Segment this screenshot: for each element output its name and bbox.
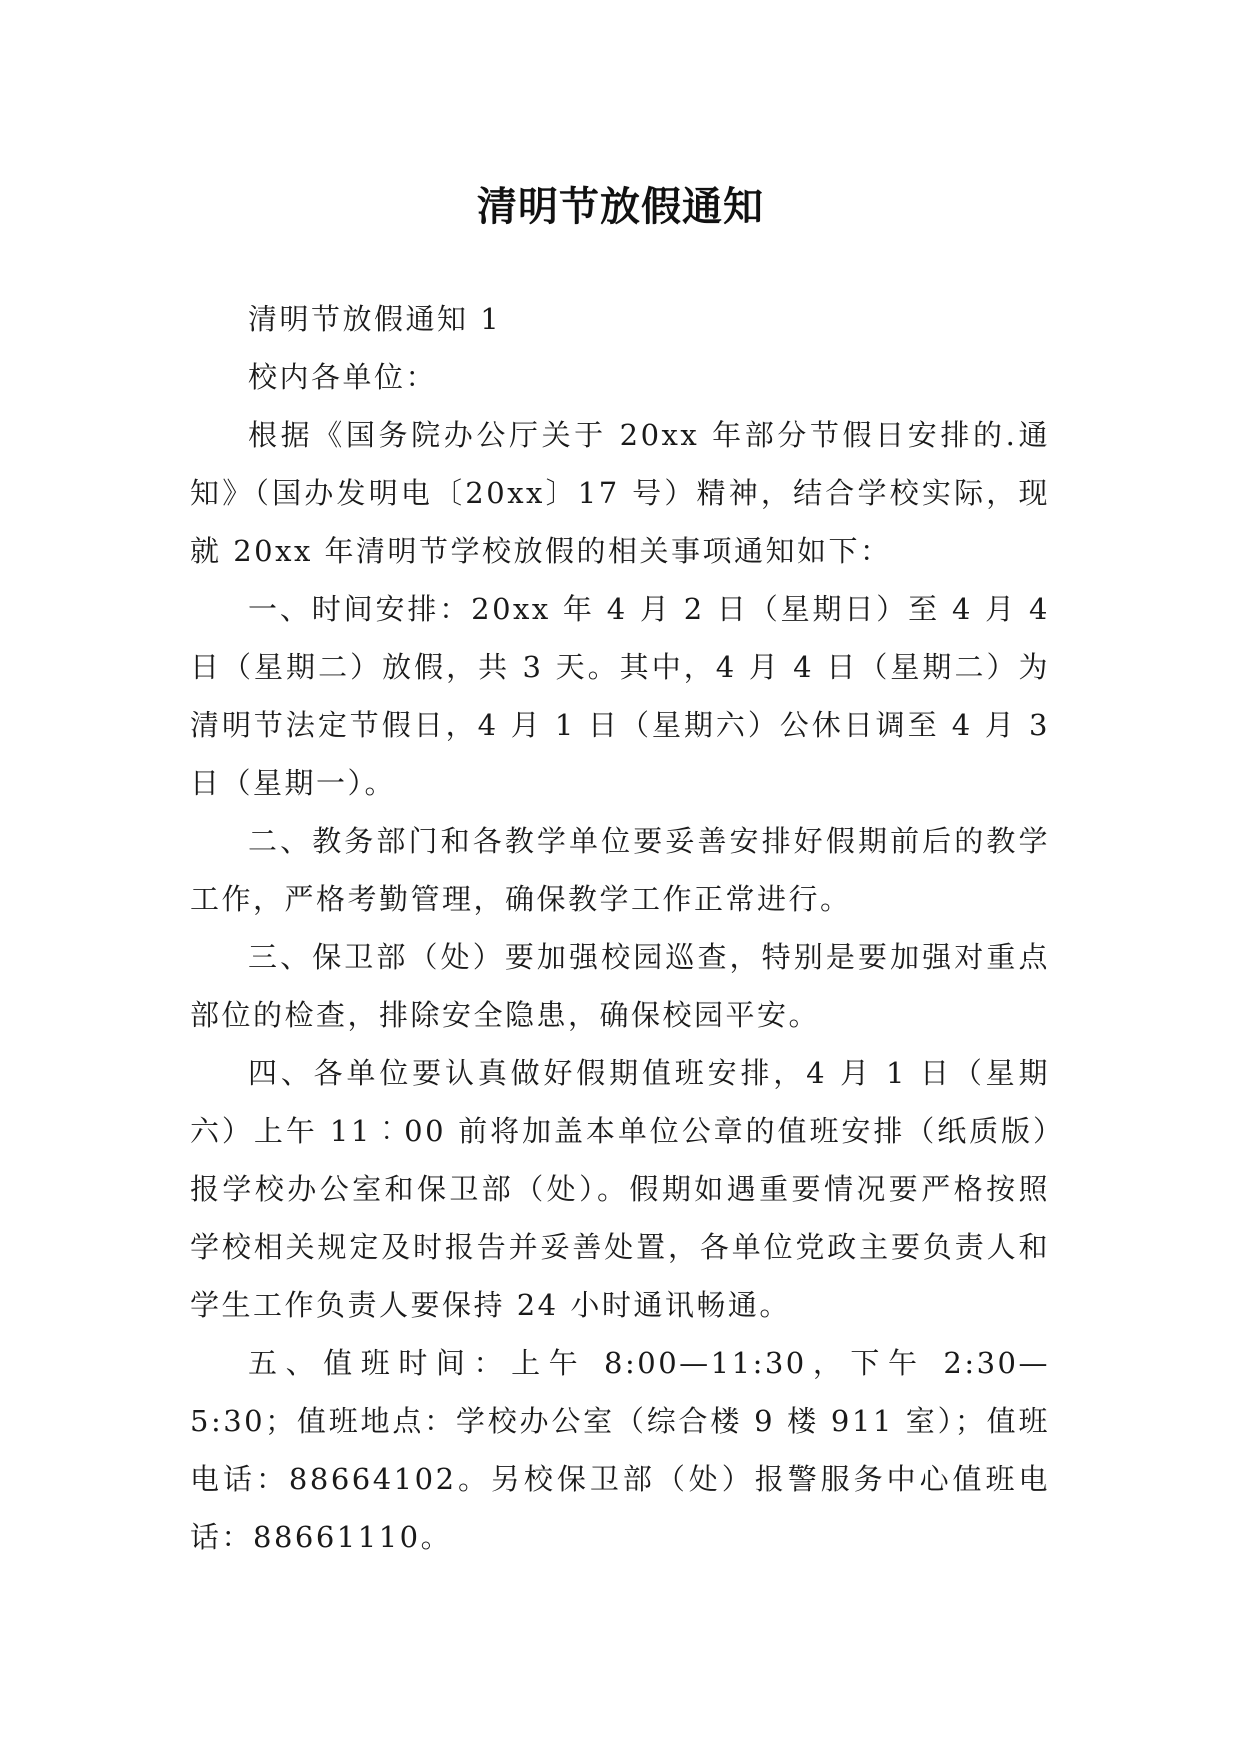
item-5-duty-time: 五、值班时间：上午 8:00—11:30，下午 2:30—5:30；值班地点：学校办公室（综合楼 9 楼 911 室）；值班电话：88664102。另校保卫部（处）报警服务中心值班电话：88661110。 (190, 1346, 1050, 1554)
intro-paragraph: 根据《国务院办公厅关于 20xx 年部分节假日安排的.通知》（国办发明电〔20xx〕17 号）精神，结合学校实际，现就 20xx 年清明节学校放假的相关事项通知如下： (190, 418, 1050, 568)
item-1-schedule: 一、时间安排：20xx 年 4 月 2 日（星期日）至 4 月 4 日（星期二）放假，共 3 天。其中，4 月 4 日（星期二）为清明节法定节假日，4 月 1 日（星期六）公休日调至 4 月 3 日（星期一）。 (190, 592, 1050, 800)
item-2-teaching: 二、教务部门和各教学单位要妥善安排好假期前后的教学工作，严格考勤管理，确保教学工作正常进行。 (190, 824, 1050, 916)
item-4-duty-arrangement: 四、各单位要认真做好假期值班安排，4 月 1 日（星期六）上午 11︰00 前将加盖本单位公章的值班安排（纸质版）报学校办公室和保卫部（处）。假期如遇重要情况要严格按照学校相关规定及时报告并妥善处置，各单位党政主要负责人和学生工作负责人要保持 24 小时通讯畅通。 (190, 1056, 1050, 1322)
document-body (190, 290, 1050, 1566)
document-title: 清明节放假通知 (477, 183, 764, 230)
notice-subtitle: 清明节放假通知 1 (248, 302, 502, 336)
salutation: 校内各单位： (248, 360, 438, 394)
item-3-security: 三、保卫部（处）要加强校园巡查，特别是要加强对重点部位的检查，排除安全隐患，确保校园平安。 (190, 940, 1050, 1032)
